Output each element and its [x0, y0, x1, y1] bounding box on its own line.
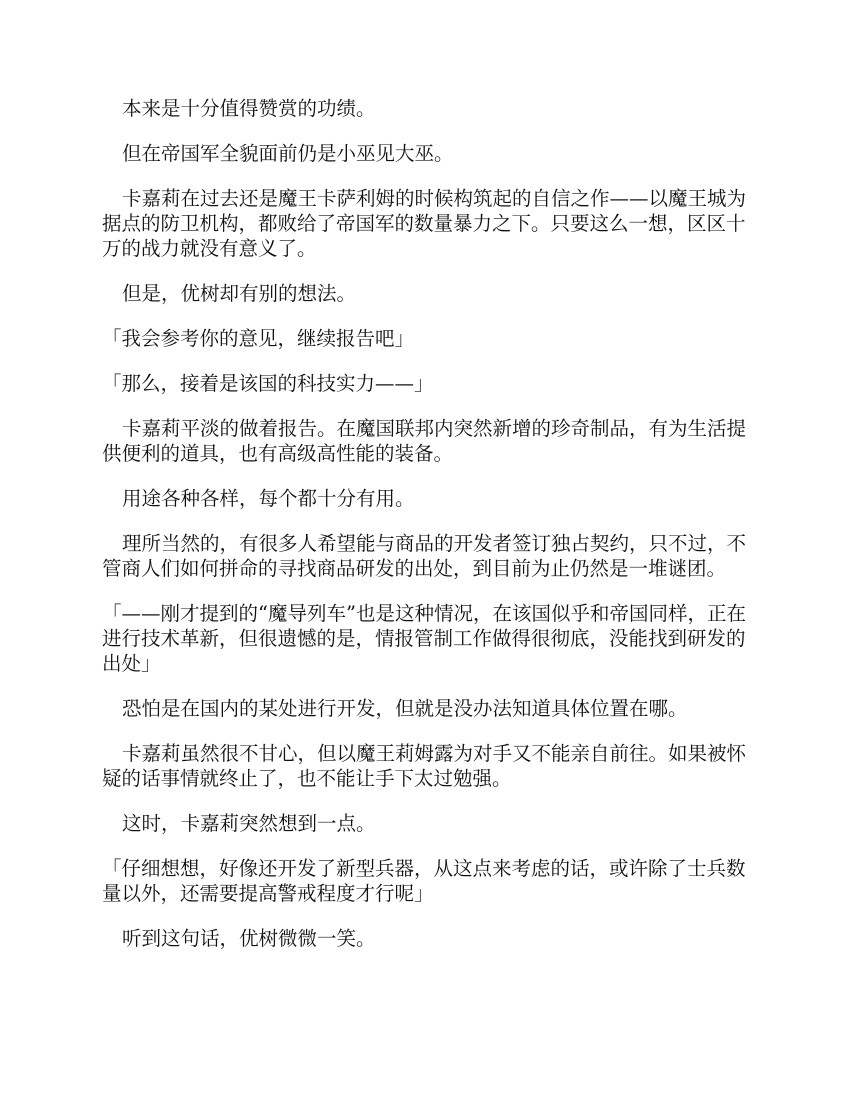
- dialogue-2: 「那么，接着是该国的科技实力——」: [102, 372, 434, 395]
- paragraph-3: 卡嘉莉在过去还是魔王卡萨利姆的时候构筑起的自信之作——以魔王城为据点的防卫机构，都败给了帝国军的数量暴力之下。只要这么一想，区区十万的战力就没有意义了。: [102, 187, 747, 260]
- paragraph-4: 但是，优树却有别的想法。: [122, 282, 357, 305]
- paragraph-9: 卡嘉莉虽然很不甘心，但以魔王莉姆露为对手又不能亲自前往。如果被怀疑的话事情就终止了，也不能让手下太过勉强。: [102, 742, 747, 790]
- dialogue-3: 「——刚才提到的“魔导列车”也是这种情况，在该国似乎和帝国同样，正在进行技术革新，但很遗憾的是，情报管制工作做得很彻底，没能找到研发的出处」: [102, 602, 746, 675]
- document-body: [102, 96, 752, 971]
- dialogue-4: 「仔细想想，好像还开发了新型兵器，从这点来考虑的话，或许除了士兵数量以外，还需要提高警戒程度才行呢」: [102, 857, 746, 905]
- dialogue-1: 「我会参考你的意见，继续报告吧」: [102, 327, 415, 350]
- paragraph-1: 本来是十分值得赞赏的功绩。: [122, 97, 376, 120]
- paragraph-7: 理所当然的，有很多人希望能与商品的开发者签订独占契约，只不过，不管商人们如何拼命的寻找商品研发的出处，到目前为止仍然是一堆谜团。: [102, 532, 747, 580]
- paragraph-8: 恐怕是在国内的某处进行开发，但就是没办法知道具体位置在哪。: [122, 697, 688, 720]
- paragraph-6: 用途各种各样，每个都十分有用。: [122, 487, 415, 510]
- paragraph-11: 听到这句话，优树微微一笑。: [122, 927, 376, 950]
- paragraph-10: 这时，卡嘉莉突然想到一点。: [122, 812, 376, 835]
- paragraph-2: 但在帝国军全貌面前仍是小巫见大巫。: [122, 142, 454, 165]
- paragraph-5: 卡嘉莉平淡的做着报告。在魔国联邦内突然新增的珍奇制品，有为生活提供便利的道具，也有高级高性能的装备。: [102, 417, 747, 465]
